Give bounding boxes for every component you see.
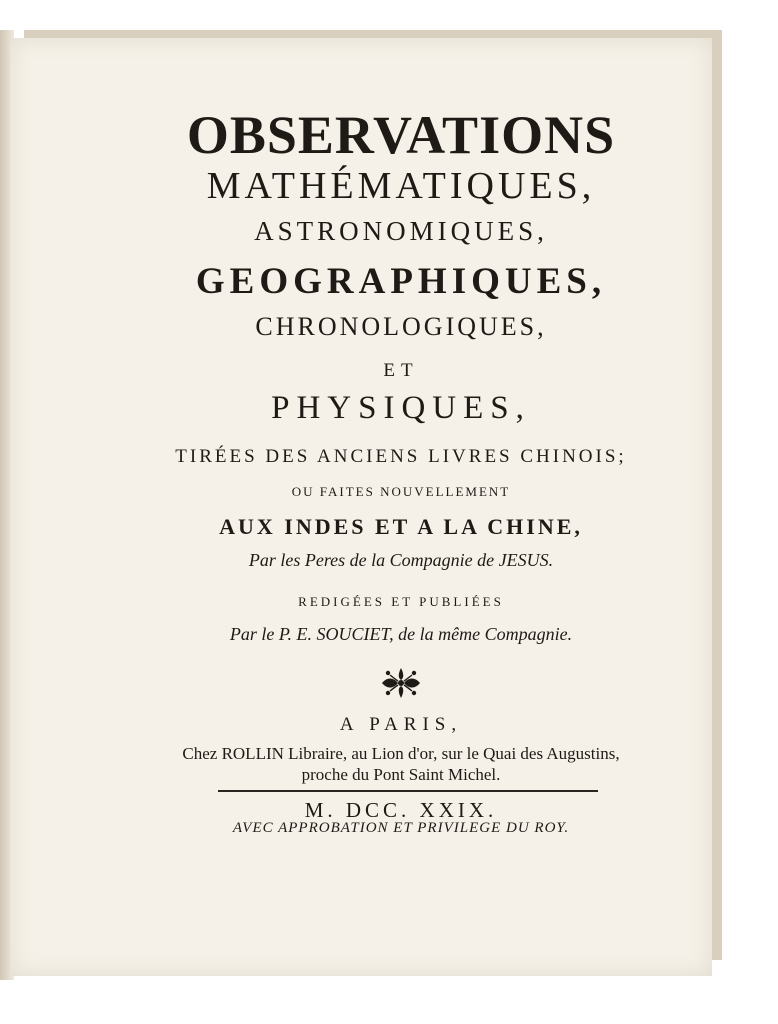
imprint-address: proche du Pont Saint Michel. bbox=[301, 765, 501, 784]
title-physiques: PHYSIQUES, bbox=[271, 390, 531, 426]
imprint-year: M. DCC. XXIX. bbox=[304, 798, 498, 822]
title-observations: OBSERVATIONS bbox=[186, 105, 616, 165]
imprint-rule-divider bbox=[218, 790, 598, 792]
authors-jesuits: Par les Peres de la Compagnie de JESUS. bbox=[248, 550, 554, 570]
imprint-place: A PARIS, bbox=[339, 714, 463, 735]
title-et: ET bbox=[383, 360, 419, 381]
subtitle-nouvellement: OU FAITES NOUVELLEMENT bbox=[291, 484, 511, 499]
title-astronomiques: ASTRONOMIQUES, bbox=[254, 216, 548, 246]
redigees-publiees: REDIGÉES ET PUBLIÉES bbox=[298, 594, 504, 609]
fleuron-ornament-icon bbox=[10, 666, 712, 702]
title-geographiques: GEOGRAPHIQUES, bbox=[195, 261, 607, 302]
subtitle-indes-chine: AUX INDES ET A LA CHINE, bbox=[219, 514, 583, 539]
editor-souciet: Par le P. E. SOUCIET, de la même Compagnie. bbox=[229, 624, 573, 644]
title-chronologiques: CHRONOLOGIQUES, bbox=[255, 312, 547, 341]
title-mathematiques: MATHÉMATIQUES, bbox=[206, 165, 596, 207]
title-page bbox=[10, 38, 712, 976]
imprint-privilege: AVEC APPROBATION ET PRIVILEGE DU ROY. bbox=[232, 820, 570, 836]
imprint-printer: Chez ROLLIN Libraire, au Lion d'or, sur le Quai des Augustins, bbox=[182, 744, 620, 763]
subtitle-chinese-books: TIRÉES DES ANCIENS LIVRES CHINOIS; bbox=[175, 446, 627, 467]
